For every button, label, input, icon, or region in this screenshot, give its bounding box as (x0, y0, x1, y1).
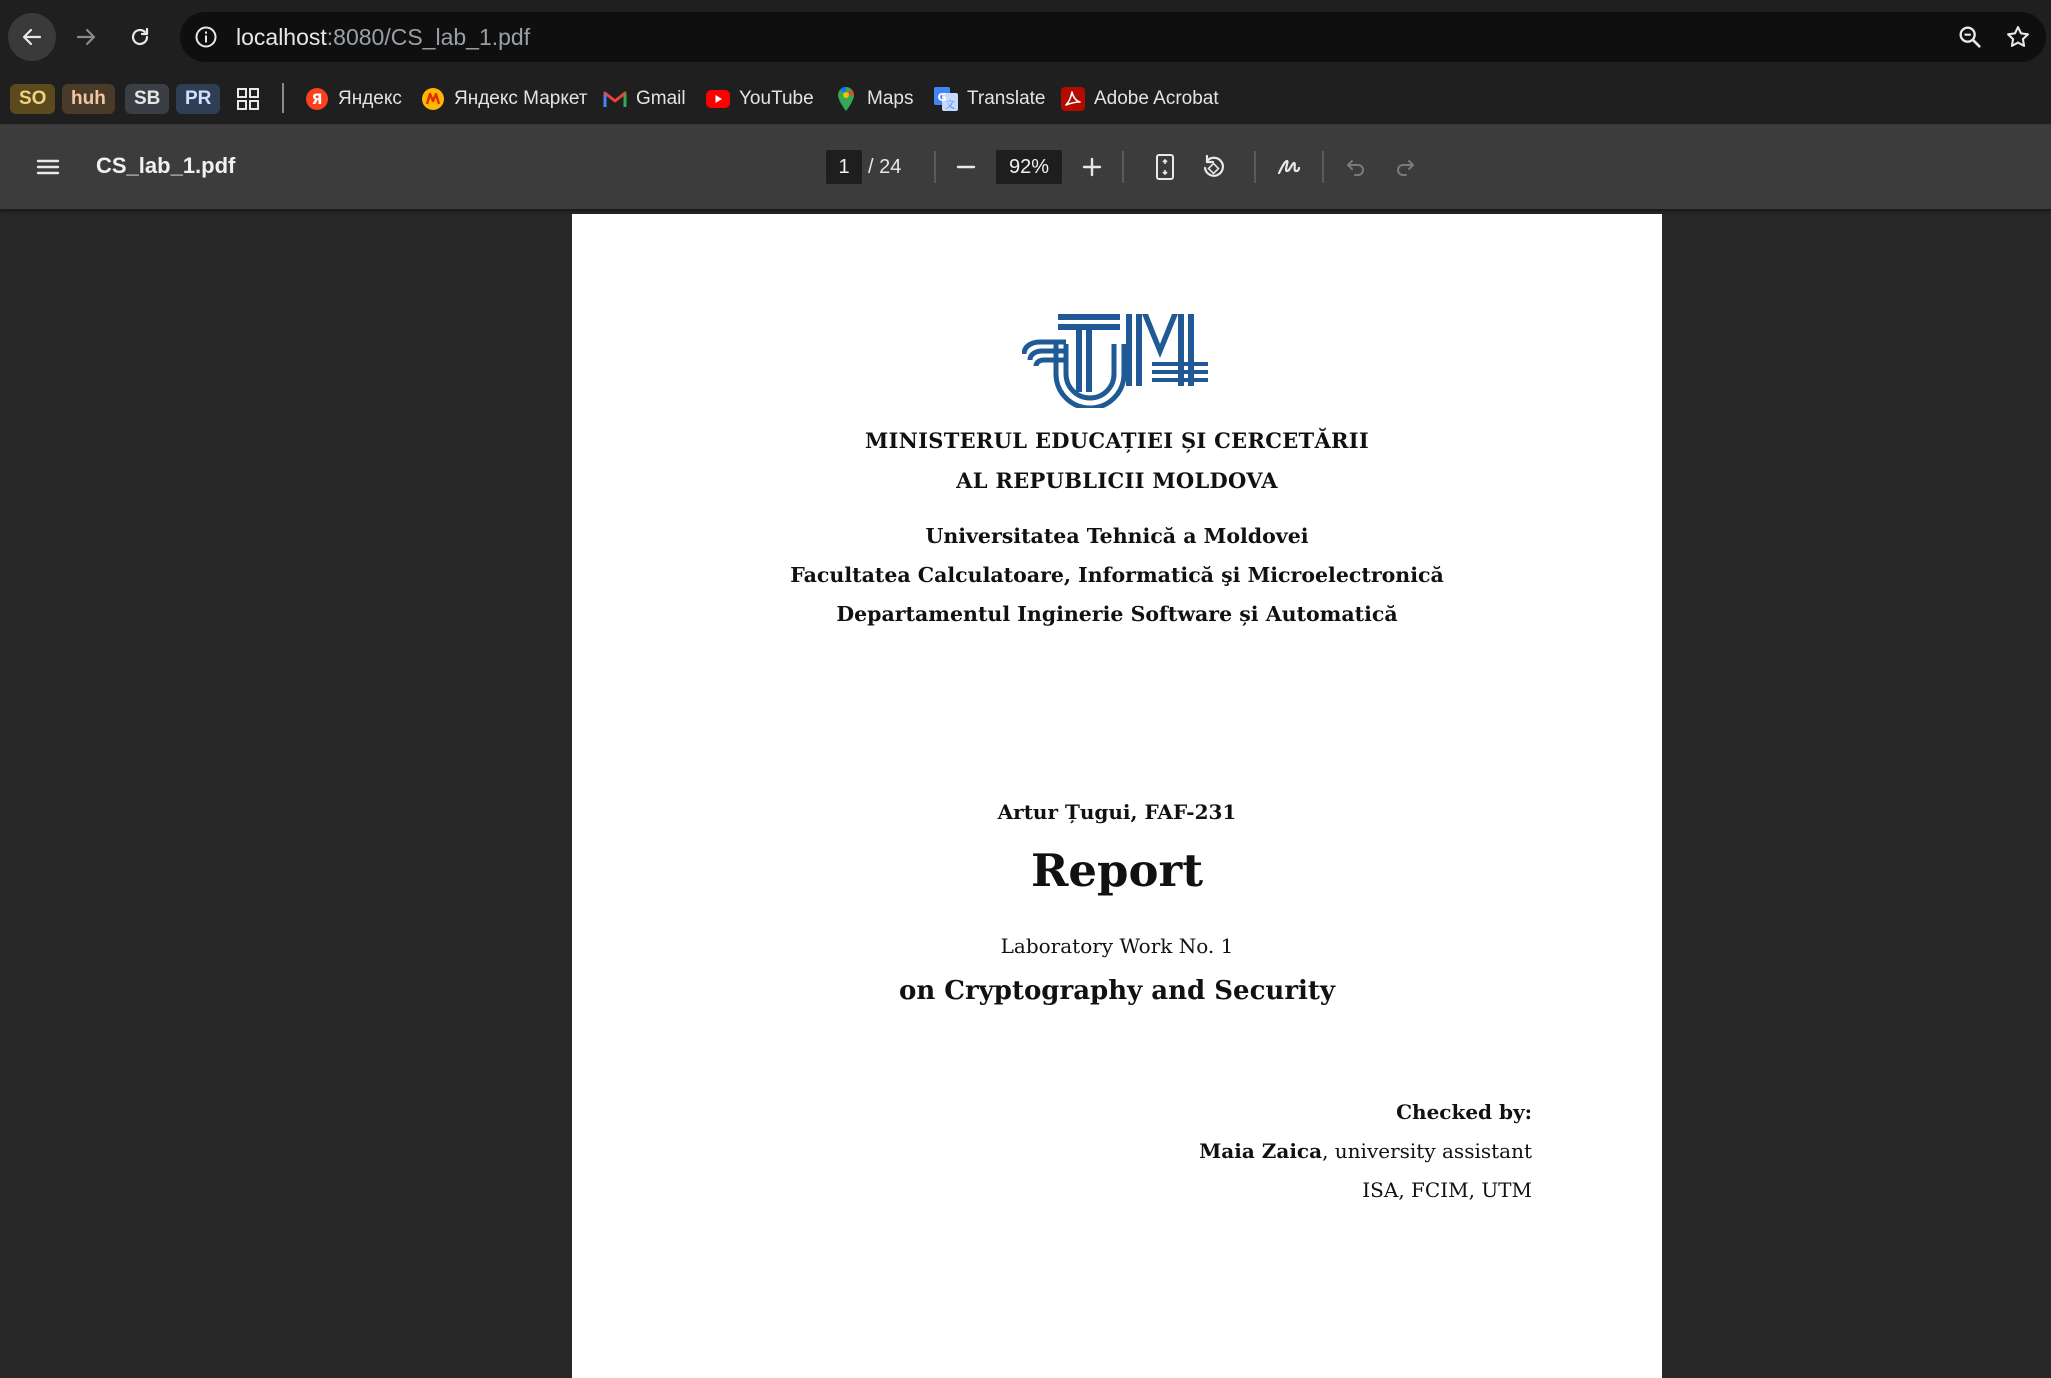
checker-role: , university assistant (1322, 1139, 1532, 1163)
translate-icon (934, 87, 958, 111)
apps-grid-icon (236, 87, 260, 111)
bookmark-so[interactable] (10, 83, 55, 115)
ministry-line-1: MINISTERUL EDUCAȚIEI ȘI CERCETĂRII (864, 428, 1370, 453)
bookmark-youtube[interactable] (706, 83, 814, 115)
gmail-icon (603, 87, 627, 111)
bookmark-pr[interactable] (176, 83, 220, 115)
bookmark-sb[interactable] (125, 83, 169, 115)
toolbar-separator (1254, 151, 1256, 183)
undo-button[interactable] (1340, 151, 1372, 183)
bookmark-chip-label: huh (62, 84, 115, 114)
bookmark-translate[interactable] (934, 83, 1046, 115)
university-name: Universitatea Tehnică a Moldovei (925, 524, 1309, 548)
url-path: :8080/CS_lab_1.pdf (326, 24, 531, 50)
url-host: localhost (236, 24, 327, 50)
yandex-market-icon (421, 87, 445, 111)
report-title: Report (1030, 844, 1203, 897)
lab-number: Laboratory Work No. 1 (1000, 934, 1234, 958)
bookmark-star-icon[interactable] (2004, 23, 2032, 51)
bookmarks-separator (282, 83, 284, 113)
reload-icon (128, 25, 152, 49)
site-info-icon[interactable] (194, 25, 218, 49)
checker-affiliation: ISA, FCIM, UTM (1362, 1178, 1532, 1202)
ministry-line-2: AL REPUBLICII MOLDOVA (956, 468, 1278, 493)
browser-top-bar (0, 0, 2051, 74)
minus-icon (954, 155, 978, 179)
rotate-icon (1199, 153, 1227, 181)
back-button[interactable] (8, 13, 56, 61)
zoom-icon[interactable] (1956, 23, 1984, 51)
page-number-input[interactable]: 1 (826, 150, 862, 184)
page-total: / 24 (868, 156, 902, 178)
checker-line (1199, 1139, 1532, 1163)
faculty-name: Facultatea Calculatoare, Informatică şi Microelectronică (790, 563, 1444, 587)
author: Artur Țugui, FAF-231 (997, 800, 1237, 824)
document-title: CS_lab_1.pdf (96, 153, 236, 178)
bookmark-maps[interactable] (834, 83, 913, 115)
course-name: on Cryptography and Security (898, 976, 1336, 1006)
pdf-page (572, 214, 1662, 1378)
rotate-button[interactable] (1197, 151, 1229, 183)
utm-logo (1022, 314, 1208, 408)
plus-icon (1080, 155, 1104, 179)
menu-icon[interactable] (34, 153, 62, 181)
redo-icon (1393, 155, 1417, 179)
reload-button[interactable] (116, 13, 164, 61)
zoom-level-input[interactable]: 92% (996, 150, 1062, 184)
bookmark-label: Яндекс Маркет (454, 88, 588, 109)
adobe-acrobat-icon (1061, 87, 1085, 111)
toolbar-separator (934, 151, 936, 183)
redo-button[interactable] (1389, 151, 1421, 183)
bookmark-adobe-acrobat[interactable] (1061, 83, 1219, 115)
toolbar-separator (1322, 151, 1324, 183)
url-text[interactable] (236, 23, 530, 51)
zoom-in-button[interactable] (1076, 151, 1108, 183)
draw-signature-icon (1275, 153, 1303, 181)
arrow-left-icon (20, 25, 44, 49)
department-name: Departamentul Inginerie Software și Automatică (836, 602, 1398, 626)
bookmark-label: Translate (967, 88, 1046, 109)
bookmark-yandex[interactable] (305, 83, 402, 115)
bookmark-gmail[interactable] (603, 83, 686, 115)
checker-name: Maia Zaica (1199, 1139, 1323, 1163)
bookmark-label: Gmail (636, 88, 686, 109)
svg-text:Я: Я (311, 92, 323, 108)
bookmark-chip-label: PR (176, 84, 220, 114)
toolbar-separator (1122, 151, 1124, 183)
undo-icon (1344, 155, 1368, 179)
zoom-out-button[interactable] (950, 151, 982, 183)
address-bar[interactable] (180, 12, 2046, 62)
bookmark-huh[interactable] (62, 83, 115, 115)
checked-by-label: Checked by: (1396, 1100, 1532, 1124)
svg-text:文: 文 (945, 100, 955, 111)
fit-page-button[interactable] (1149, 151, 1181, 183)
apps-grid-button[interactable] (236, 83, 260, 115)
pdf-toolbar (0, 125, 2051, 209)
forward-button[interactable] (62, 13, 110, 61)
bookmark-label: Maps (867, 88, 914, 109)
bookmark-yandex-market[interactable] (421, 83, 588, 115)
youtube-icon (706, 87, 730, 111)
yandex-icon (305, 87, 329, 111)
bookmark-chip-label: SO (10, 84, 55, 114)
fit-to-page-icon (1153, 153, 1177, 181)
bookmark-chip-label: SB (125, 84, 169, 114)
bookmark-label: YouTube (739, 88, 814, 109)
maps-icon (834, 87, 858, 111)
arrow-right-icon (74, 25, 98, 49)
draw-button[interactable] (1273, 151, 1305, 183)
svg-text:G: G (937, 91, 947, 104)
bookmark-label: Яндекс (338, 88, 402, 109)
bookmark-label: Adobe Acrobat (1094, 88, 1219, 109)
